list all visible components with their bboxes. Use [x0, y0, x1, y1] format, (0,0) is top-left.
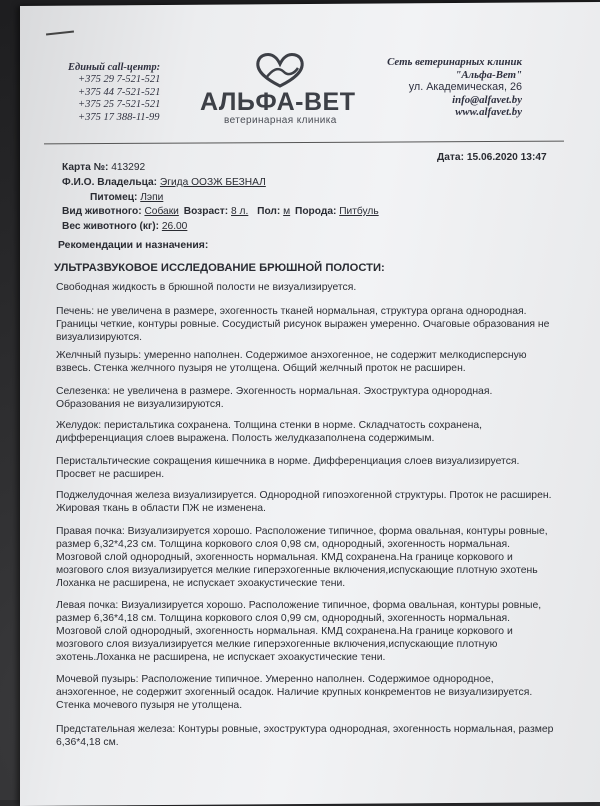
butterfly-heart-logo-icon [254, 50, 306, 90]
weight-value: 26.00 [161, 221, 188, 232]
paragraph-bladder: Мочевой пузырь: Расположение типичное. Умеренно наполнен. Содержимое однородное, анэхогенное, не содержит эхогенный осадок. Наличие крупных конкрементов не визуализируется. Стенка мочевого пузыря не утолщена. [56, 674, 533, 711]
paragraph-prostate: Предстательная железа: Контуры ровные, эхоструктура однородная, эхогенность нормальная, размер 6,36*4,18 см. [56, 724, 554, 748]
paragraph-right-kidney: Правая почка: Визуализируется хорошо. Расположение типичное, форма овальная, контуры ровные, размер 6,32*4,23 см. Толщина коркового слоя 0,98 см, однородный, эхогенность нормальная. Мозговой слой однородный, эхогенность нормальная. КМД сохранена.На границе коркового и мозгового слоя визуализируется мелкие гиперэхогенные включения,испускающие плотную эхотень Лоханка не расширена, не испускает эхоакустические тени. [56, 526, 548, 589]
paragraph-liver: Печень: не увеличена в размере, эхогенность тканей нормальная, структура органа однородная. Границы четкие, контуры ровные. Сосудистый рисунок выражен умеренно. Очаговые образования не визуализируются. [56, 306, 550, 343]
call-center-title: Единый call-центр: [68, 62, 161, 73]
pet-row [90, 192, 163, 203]
weight-row [62, 221, 187, 232]
logo-name: АЛЬФА-ВЕТ [200, 88, 356, 116]
age-value: 8 л. [231, 206, 249, 217]
phone-2: +375 44 7-521-521 [78, 86, 161, 98]
card-number-label: Карта №: [62, 162, 109, 173]
phone-3: +375 25 7-521-521 [78, 99, 161, 111]
breed-label: Порода: [295, 206, 337, 217]
sex-label: Пол: [257, 206, 281, 217]
clinic-email: info@alfavet.by [452, 93, 522, 106]
card-number-value: 413292 [111, 162, 146, 173]
recommendations-heading: Рекомендации и назначения: [58, 240, 209, 251]
logo-subtitle: ветеринарная клиника [224, 115, 337, 126]
species-value: Собаки [144, 206, 179, 217]
age-label: Возраст: [183, 206, 229, 217]
pet-label: Питомец: [90, 192, 138, 203]
paragraph-stomach: Желудок: перистальтика сохранена. Толщина стенки в норме. Складчатость сохранена, дифференциация слоев выражена. Полость желудказаполнена содержимым. [56, 420, 483, 444]
breed-value: Питбуль [339, 206, 379, 217]
phone-1: +375 29 7-521-521 [78, 74, 161, 86]
weight-label: Вес животного (кг): [62, 221, 160, 232]
date-value: 15.06.2020 13:47 [466, 152, 547, 163]
paragraph-pancreas: Поджелудочная железа визуализируется. Однородной гипоэхогенной структуры. Проток не расширен. Жировая ткань в области ПЖ не изменена. [56, 490, 552, 514]
ultrasound-heading: УЛЬТРАЗВУКОВОЕ ИССЛЕДОВАНИЕ БРЮШНОЙ ПОЛОСТИ: [54, 262, 385, 274]
paragraph-gallbladder: Желчный пузырь: умеренно наполнен. Содержимое анэхогенное, не содержит мелкодисперсную взвесь. Стенка желчного пузыря не утолщена. Общий желчный проток не расширен. [56, 350, 527, 374]
clinic-website: www.alfavet.by [455, 106, 522, 119]
owner-row [62, 177, 266, 188]
call-center-block [68, 62, 160, 124]
species-label: Вид животного: [62, 206, 142, 217]
pet-value: Лэпи [140, 192, 164, 203]
header-divider [44, 141, 564, 145]
paragraph-spleen: Селезенка: не увеличена в размере. Эхогенность нормальная. Эхоструктура однородная. Образования не визуализируются. [56, 386, 493, 410]
phone-4: +375 17 388-11-99 [78, 111, 160, 123]
clinic-name: "Альфа-Вет" [455, 68, 522, 81]
clinic-network-title: Сеть ветеринарных клиник [387, 56, 522, 68]
owner-label: Ф.И.О. Владельца: [62, 177, 158, 188]
owner-value: Эгида ООЗЖ БЕЗНАЛ [159, 177, 266, 188]
date-row [437, 152, 547, 163]
paragraph-intestine: Перистальтические сокращения кишечника в норме. Дифференциация слоев визуализируется. Просвет не расширен. [56, 456, 520, 480]
animal-row [62, 206, 379, 217]
date-label: Дата: [437, 152, 464, 163]
clinic-address: ул. Академическая, 26 [408, 81, 522, 94]
pen-mark [46, 31, 74, 36]
paragraph-free-fluid: Свободная жидкость в брюшной полости не визуализируется. [56, 282, 357, 293]
card-number-row [62, 162, 145, 173]
clinic-info [387, 56, 522, 119]
paragraph-left-kidney: Левая почка: Визуализируется хорошо. Расположение типичное, форма овальная, контуры ровные, размер 6,36*4,18 см. Толщина коркового слоя 0,99 см, однородный, эхогенность нормальная. Мозговой слой однородный, эхогенность нормальная. КМД сохранена.На границе коркового и мозгового слоя визуализируется мелкие гиперэхогенные включения,испускающие плотную эхотень.Лоханка не расширена, не испускает эхоакустические тени. [56, 600, 542, 663]
sex-value: м [283, 206, 291, 217]
